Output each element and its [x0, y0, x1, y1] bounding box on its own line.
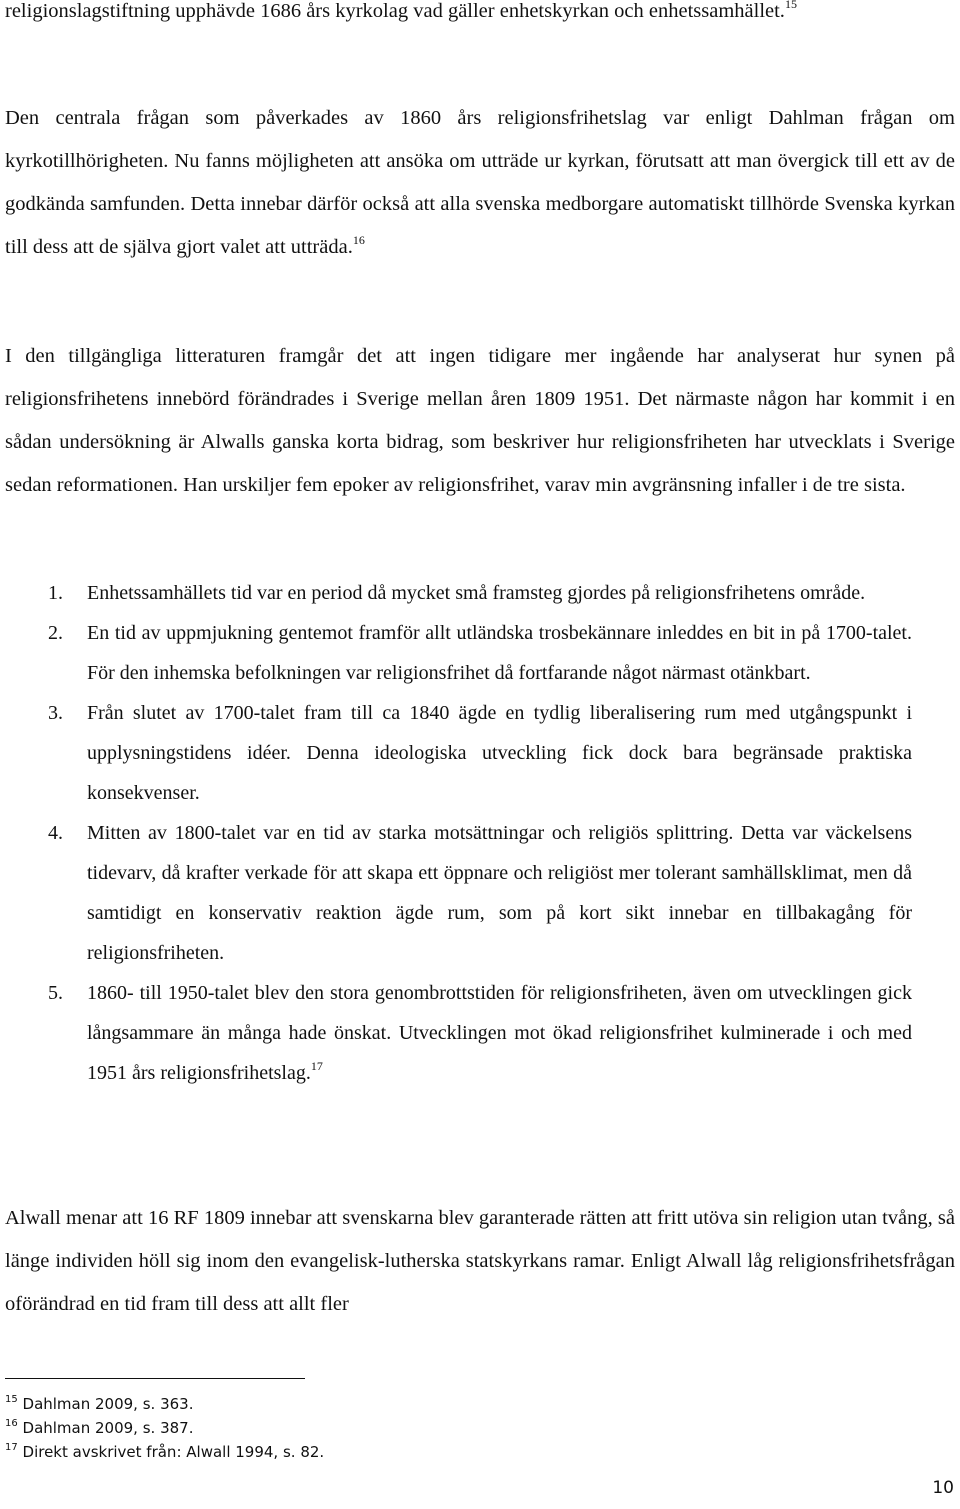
footnote-text: Dahlman 2009, s. 363.: [22, 1395, 194, 1413]
footnote: [5, 1440, 324, 1464]
list-item-number: 1.: [48, 582, 63, 604]
list-item: [48, 813, 912, 973]
body-paragraph: [5, 0, 955, 33]
list-item: [48, 613, 912, 693]
list-item-text: 1860- till 1950-talet blev den stora genombrottstiden för religionsfriheten, även om utvecklingen gick långsammare än många hade önskat. Utvecklingen mot ökad religionsfrihet kulminerade i och med 1951 års religionsfrihetslag.$^{17}$: [87, 982, 912, 1084]
footnote-number: 17: [5, 1442, 18, 1453]
list-item-text: Enhetssamhällets tid var en period då mycket små framsteg gjordes på religionsfrihetens område.: [87, 582, 866, 604]
footnote: [5, 1416, 193, 1440]
paragraph-text: Den centrala frågan som påverkades av 1860 års religionsfrihetslag var enligt Dahlman frågan om kyrkotillhörigheten. Nu fanns möjligheten att ansöka om utträde ur kyrkan, förutsatt att man övergick till ett av de godkända samfunden. Detta innebar därför också att alla svenska medborgare automatiskt tillhörde Svenska kyrkan till dess att de själva gjort valet att utträda.: [5, 107, 955, 258]
body-paragraph: [5, 97, 955, 269]
footnote-reference[interactable]: 16: [352, 233, 365, 247]
epoch-list: [48, 573, 912, 1093]
list-item-text: Från slutet av 1700-talet fram till ca 1840 ägde en tydlig liberalisering rum med utgångspunkt i upplysningstidens idéer. Denna ideologiska utveckling fick dock bara begränsade praktiska konsekvenser.: [87, 702, 912, 804]
body-paragraph: [5, 335, 955, 507]
body-paragraph: [5, 1197, 955, 1326]
footnote: [5, 1392, 193, 1416]
footnote-text: Dahlman 2009, s. 387.: [22, 1419, 194, 1437]
list-item-number: 4.: [48, 822, 63, 844]
list-item: [48, 973, 912, 1093]
list-item-number: 5.: [48, 982, 63, 1004]
list-item-number: 2.: [48, 622, 63, 644]
footnote-number: 16: [5, 1418, 18, 1429]
list-item-number: 3.: [48, 702, 63, 724]
footnote-reference[interactable]: 17: [310, 1059, 323, 1073]
footnote-separator: [5, 1378, 305, 1379]
list-item-text: Mitten av 1800-talet var en tid av starka motsättningar och religiös splittring. Detta var väckelsens tidevarv, då krafter verkade för att skapa ett öppnare och religiöst mer tolerant samhällsklimat, men då samtidigt en konservativ reaktion ägde rum, som på kort sikt innebar en tillbakagång för religionsfriheten.: [87, 822, 912, 964]
page-number: 10: [932, 1478, 954, 1498]
footnote-number: 15: [5, 1394, 18, 1405]
list-item-text: En tid av uppmjukning gentemot framför allt utländska trosbekännare inleddes en bit in på 1700-talet. För den inhemska befolkningen var religionsfrihet då fortfarande något närmast otänkbart.: [87, 622, 912, 684]
paragraph-text: religionslagstiftning upphävde 1686 års kyrkolag vad gäller enhetskyrkan och enhetssamhället.: [5, 0, 785, 22]
footnote-reference[interactable]: 15: [784, 0, 797, 11]
list-item: [48, 573, 912, 613]
paragraph-text: Alwall menar att 16 RF 1809 innebar att svenskarna blev garanterade rätten att fritt utöva sin religion utan tvång, så länge individen höll sig inom den evangelisk-lutherska statskyrkans ramar. Enligt Alwall låg religionsfrihetsfrågan oförändrad en tid fram till dess att allt fler: [5, 1207, 955, 1315]
paragraph-text: I den tillgängliga litteraturen framgår det att ingen tidigare mer ingående har analyserat hur synen på religionsfrihetens innebörd förändrades i Sverige mellan åren 1809 1951. Det närmaste någon har kommit i en sådan undersökning är Alwalls ganska korta bidrag, som beskriver hur religionsfriheten har utvecklats i Sverige sedan reformationen. Han urskiljer fem epoker av religionsfrihet, varav min avgränsning infaller i de tre sista.: [5, 345, 955, 496]
footnote-text: Direkt avskrivet från: Alwall 1994, s. 82.: [22, 1443, 325, 1461]
list-item: [48, 693, 912, 813]
